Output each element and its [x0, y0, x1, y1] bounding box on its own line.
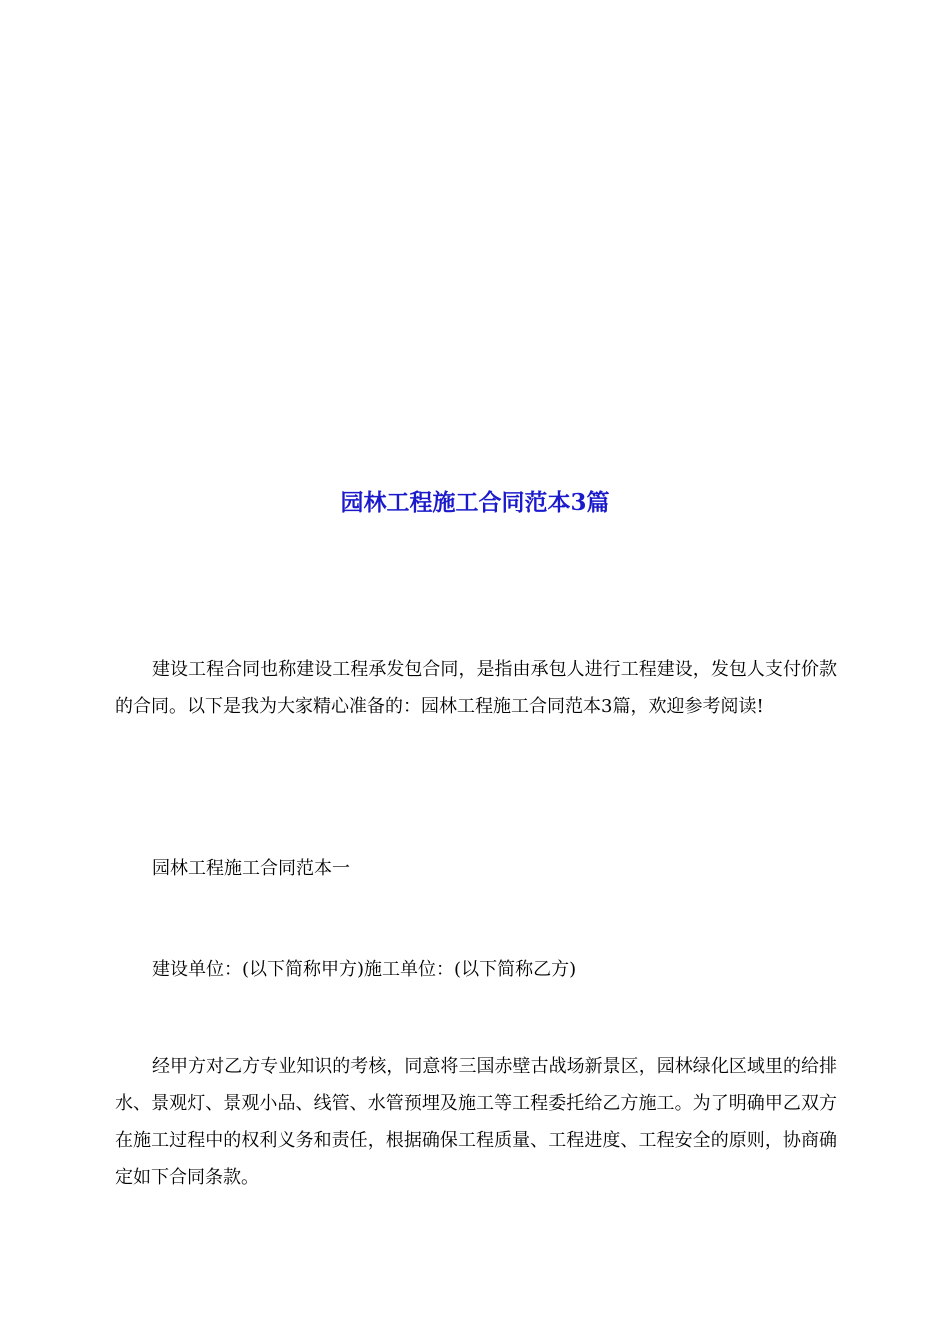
document-title: 园林工程施工合同范本3篇: [340, 489, 610, 516]
parties-paragraph: 建设单位：(以下简称甲方)施工单位：(以下简称乙方): [152, 959, 577, 980]
section-heading: 园林工程施工合同范本一: [152, 858, 350, 879]
contract-paragraph: 经甲方对乙方专业知识的考核，同意将三国赤壁古战场新景区，园林绿化区域里的给排水、景观灯、景观小品、线管、水管预埋及施工等工程委托给乙方施工。为了明确甲乙双方在施工过程中的权利义务和责任，根据确保工程质量、工程进度、工程安全的原则，协商确定如下合同条款。: [115, 1056, 837, 1188]
intro-paragraph: 建设工程合同也称建设工程承发包合同，是指由承包人进行工程建设，发包人支付价款的合同。以下是我为大家精心准备的：园林工程施工合同范本3篇，欢迎参考阅读!: [115, 659, 837, 717]
